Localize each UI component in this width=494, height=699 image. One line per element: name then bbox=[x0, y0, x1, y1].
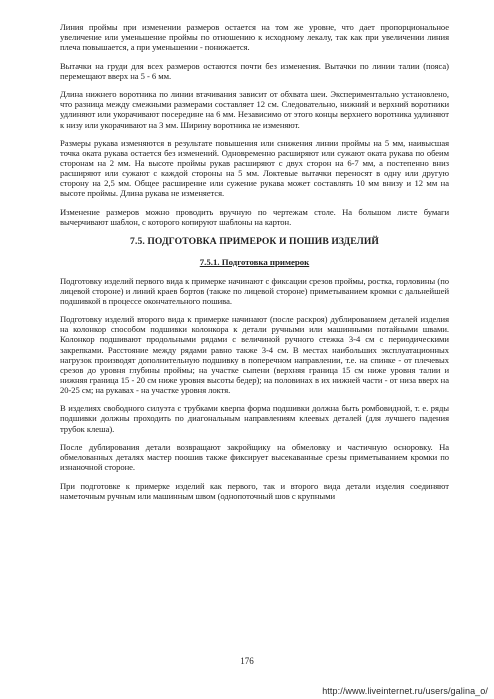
paragraph: После дублирования детали возвращают закройщику на обмеловку и частичную осноровку. На обмелованных деталях мастер поошив также фиксирует высекаванные срезы приметыванием кромки по изнаночной стороне. bbox=[60, 442, 449, 473]
section-heading: 7.5. ПОДГОТОВКА ПРИМЕРОК И ПОШИВ ИЗДЕЛИЙ bbox=[130, 235, 379, 247]
paragraph: Линия проймы при изменении размеров остается на том же уровне, что дает пропорциональное увеличение или уменьшение проймы по отношению к исходному лекалу, так как при увеличении линия плеча повышается, а при уменьшении - понижается. bbox=[60, 22, 449, 53]
page-number: 176 bbox=[240, 656, 254, 666]
subsection-heading-text: 7.5.1. Подготовка примерок bbox=[199, 256, 310, 267]
paragraph: Подготовку изделий первого вида к примерке начинают с фиксации срезов проймы, ростка, горловины (по лицевой стороне) и линий краев бортов (также по лицевой стороне) приметыванием кромки с дальнейшей подшивкой в процессе окончательного пошива. bbox=[60, 275, 449, 306]
paragraph: Длина нижнего воротника по линии втачивания зависит от обхвата шеи. Экспериментально установлено, что разница между смежными размерами составляет 12 см. Следовательно, нижний и верхний воротники удлиняют или укорачивают посередине на 6 мм. Независимо от этого концы верхнего воротника удлиняют к низу или укорачивают на 3 мм. Ширину воротника не изменяют. bbox=[60, 89, 449, 130]
paragraph: Размеры рукава изменяются в результате повышения или снижения линии проймы на 5 мм, наивысшая точка оката рукава остается без изменений. Одновременно расширяют или сужают оката рукава по обеим сторонам на 2 мм. На высоте проймы рукав расширяют с двух сторон на 6-7 мм, а постепенно вниз расширяют или сужают с каждой стороны на 5 мм. Локтевые вытачки переносят в одну или другую сторону на 2,5 мм. Общее расширение или сужение рукава может составлять 10 мм внизу и 12 мм на высоте проймы. Длина рукава не изменяется. bbox=[60, 138, 449, 199]
paragraph: Подготовку изделий второго вида к примерке начинают (после раскроя) дублированием деталей изделия на колонкор способом подшивки колонкора к детали ручными или машинными потайными швами. Колонкор подшивают продольными рядами с величиной ручного стежка 3-4 см с периодическими закрепками. Расстояние между рядами равно также 3-4 см. В местах наибольших эксплуатационных нагрузок производят дополнительную подшивку в поперечном направлении, т.е. на спинке - от плечевых срезов до уровня глубины проймы; на участке сыпени (верхняя граница 15 см ниже уровня талии и нижняя граница 15 - 20 см ниже уровня высоты бедер); на половинах в их нижней части - от низа вверх на 20-25 см; на рукавах - на участке уровня локтя. bbox=[60, 314, 449, 395]
paragraph: Изменение размеров можно проводить вручную по чертежам столе. На большом листе бумаги вычерчивают шаблон, с которого копируют шаблоны на картон. bbox=[60, 206, 449, 228]
paragraph: При подготовке к примерке изделий как первого, так и второго вида детали изделия соединяют наметочным ручным или машинным швом (однопоточный шов с крупными bbox=[60, 480, 449, 501]
paragraph: В изделиях свободного силуэта с трубками кверпа форма подшивки должна быть ромбовидной, т. е. ряды подшивки должны проходить по диагональным направлениям клеевых деталей (для лучшего падения трубок клеша). bbox=[60, 403, 449, 434]
page-content bbox=[60, 22, 449, 509]
subsection-heading bbox=[60, 257, 449, 267]
watermark-url: http://www.liveinternet.ru/users/galina_o/ bbox=[322, 686, 488, 696]
paragraph: Вытачки на груди для всех размеров остаются почти без изменения. Вытачки по линии талии (пояса) перемещают вверх на 5 - 6 мм. bbox=[60, 60, 449, 81]
